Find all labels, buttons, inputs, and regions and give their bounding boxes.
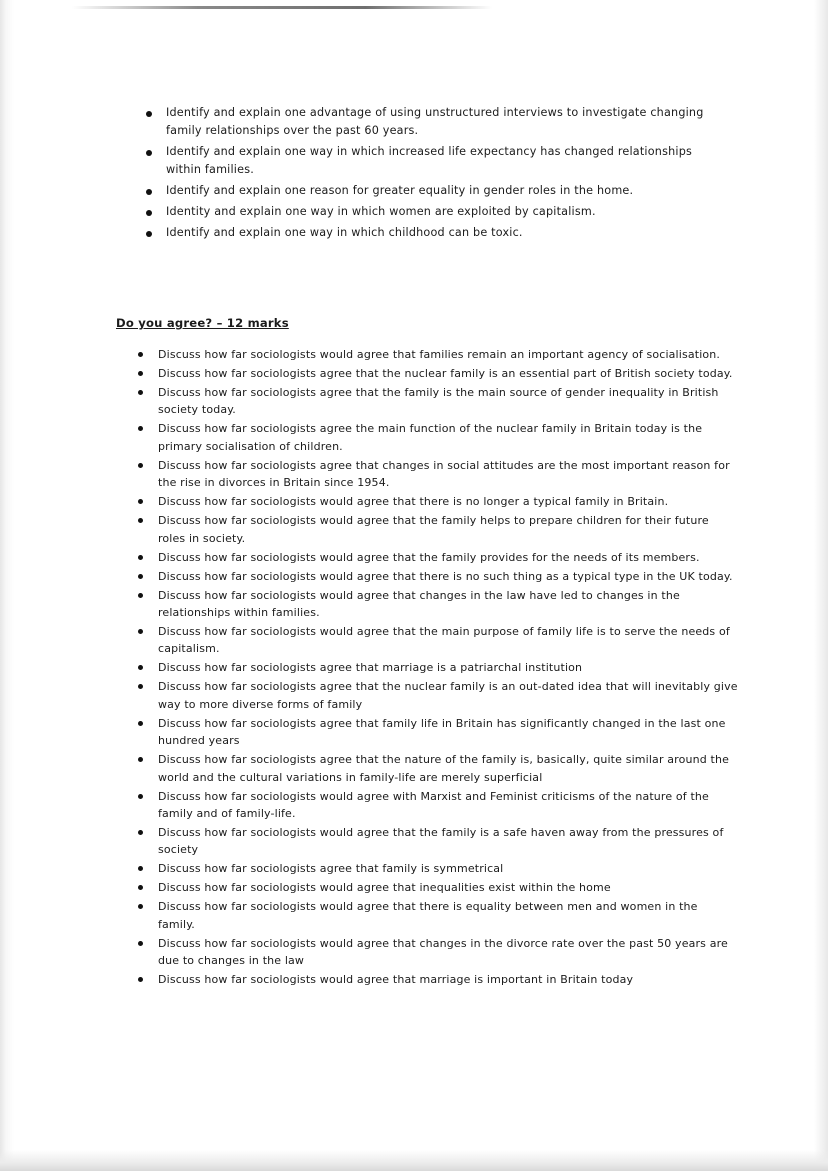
list-item: Discuss how far sociologists would agree that the family is a safe haven away from the pressures of society (158, 824, 738, 859)
list-item: Discuss how far sociologists would agree that there is equality between men and women in the family. (158, 898, 738, 933)
list-item: Discuss how far sociologists would agree that changes in the divorce rate over the past 50 years are due to changes in the law (158, 935, 738, 970)
discuss-question-list (158, 346, 738, 990)
list-item: Discuss how far sociologists would agree that changes in the law have led to changes in the relationships within families. (158, 587, 738, 622)
list-item: Discuss how far sociologists agree that changes in social attitudes are the most important reason for the rise in divorces in Britain since 1954. (158, 457, 738, 492)
list-item: Discuss how far sociologists would agree that there is no such thing as a typical type in the UK today. (158, 568, 738, 585)
list-item: Discuss how far sociologists agree that family life in Britain has significantly changed in the last one hundred years (158, 715, 738, 750)
section-heading: Do you agree? – 12 marks (116, 316, 289, 330)
bottom-edge-shadow (0, 1150, 828, 1171)
list-item: Identify and explain one way in which childhood can be toxic. (166, 224, 726, 242)
list-item: Discuss how far sociologists would agree that there is no longer a typical family in Britain. (158, 493, 738, 510)
identify-explain-list (166, 104, 726, 245)
list-item: Discuss how far sociologists would agree that marriage is important in Britain today (158, 971, 738, 988)
list-item: Discuss how far sociologists agree that the family is the main source of gender inequality in British society today. (158, 384, 738, 419)
list-item: Identify and explain one way in which increased life expectancy has changed relationships within families. (166, 143, 726, 179)
list-item: Identity and explain one way in which women are exploited by capitalism. (166, 203, 726, 221)
list-item: Identify and explain one reason for greater equality in gender roles in the home. (166, 182, 726, 200)
list-item: Discuss how far sociologists would agree that families remain an important agency of socialisation. (158, 346, 738, 363)
list-item: Discuss how far sociologists agree that family is symmetrical (158, 860, 738, 877)
list-item: Discuss how far sociologists agree that the nuclear family is an essential part of British society today. (158, 365, 738, 382)
list-item: Discuss how far sociologists would agree that inequalities exist within the home (158, 879, 738, 896)
list-item: Discuss how far sociologists would agree that the family helps to prepare children for their future roles in society. (158, 512, 738, 547)
list-item: Discuss how far sociologists would agree that the family provides for the needs of its members. (158, 549, 738, 566)
list-item: Discuss how far sociologists agree that the nature of the family is, basically, quite similar around the world and the cultural variations in family-life are merely superficial (158, 751, 738, 786)
list-item: Discuss how far sociologists agree that marriage is a patriarchal institution (158, 659, 738, 676)
list-item: Discuss how far sociologists would agree with Marxist and Feminist criticisms of the nature of the family and of family-life. (158, 788, 738, 823)
list-item: Discuss how far sociologists agree the main function of the nuclear family in Britain today is the primary socialisation of children. (158, 420, 738, 455)
list-item: Identify and explain one advantage of using unstructured interviews to investigate changing family relationships over the past 60 years. (166, 104, 726, 140)
top-edge-rule (72, 6, 492, 9)
list-item: Discuss how far sociologists would agree that the main purpose of family life is to serve the needs of capitalism. (158, 623, 738, 658)
list-item: Discuss how far sociologists agree that the nuclear family is an out-dated idea that will inevitably give way to more diverse forms of family (158, 678, 738, 713)
